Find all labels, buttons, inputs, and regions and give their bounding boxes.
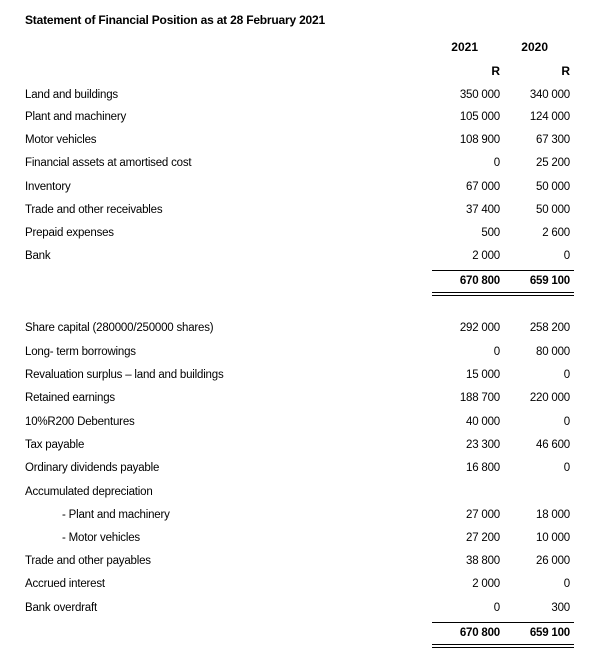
row-label: Share capital (280000/250000 shares) bbox=[25, 322, 214, 334]
eq-row-acc-dep-plant bbox=[0, 509, 606, 529]
row-label: Plant and machinery bbox=[25, 111, 127, 123]
value-2020: 340 000 bbox=[529, 89, 570, 101]
row-label: - Plant and machinery bbox=[62, 509, 170, 521]
value-2021: 16 800 bbox=[466, 462, 500, 474]
value-2020: 124 000 bbox=[529, 111, 570, 123]
row-label: Motor vehicles bbox=[25, 134, 97, 146]
value-2021: 2 000 bbox=[472, 250, 500, 262]
value-2020: 0 bbox=[563, 416, 570, 428]
value-2021: 37 400 bbox=[466, 204, 500, 216]
row-label: Accumulated depreciation bbox=[25, 486, 153, 498]
row-label: Land and buildings bbox=[25, 89, 118, 101]
eq-row-debentures bbox=[0, 416, 606, 436]
statement-title: Statement of Financial Position as at 28 February 2021 bbox=[25, 13, 325, 27]
value-2021: 0 bbox=[493, 346, 500, 358]
row-label: Inventory bbox=[25, 181, 71, 193]
total-double-rule bbox=[432, 647, 574, 648]
eq-row-revaluation-surplus bbox=[0, 369, 606, 389]
column-unit-2020: R bbox=[561, 64, 570, 78]
asset-row-bank bbox=[0, 250, 606, 270]
column-header-2021: 2021 bbox=[451, 40, 478, 54]
value-2020: 2 600 bbox=[542, 227, 570, 239]
total-2021: 670 800 bbox=[459, 275, 500, 287]
eq-row-bank-overdraft bbox=[0, 602, 606, 622]
eq-row-acc-dep-vehicles bbox=[0, 532, 606, 552]
asset-row-plant-machinery bbox=[0, 111, 606, 131]
value-2020: 18 000 bbox=[536, 509, 570, 521]
row-label: Long- term borrowings bbox=[25, 346, 136, 358]
value-2020: 0 bbox=[563, 462, 570, 474]
value-2021: 108 900 bbox=[459, 134, 500, 146]
value-2021: 292 000 bbox=[459, 322, 500, 334]
value-2021: 38 800 bbox=[466, 555, 500, 567]
value-2021: 350 000 bbox=[459, 89, 500, 101]
row-label: Financial assets at amortised cost bbox=[25, 157, 192, 169]
value-2021: 0 bbox=[493, 602, 500, 614]
row-label: Tax payable bbox=[25, 439, 85, 451]
total-2021: 670 800 bbox=[459, 627, 500, 639]
total-double-rule bbox=[432, 295, 574, 296]
row-label: Accrued interest bbox=[25, 578, 105, 590]
value-2021: 2 000 bbox=[472, 578, 500, 590]
row-label: Ordinary dividends payable bbox=[25, 462, 160, 474]
eq-row-trade-payables bbox=[0, 555, 606, 575]
value-2021: 188 700 bbox=[459, 392, 500, 404]
value-2021: 0 bbox=[493, 157, 500, 169]
row-label: Bank bbox=[25, 250, 51, 262]
value-2021: 15 000 bbox=[466, 369, 500, 381]
value-2020: 300 bbox=[551, 602, 570, 614]
value-2020: 0 bbox=[563, 578, 570, 590]
value-2020: 46 600 bbox=[536, 439, 570, 451]
value-2020: 220 000 bbox=[529, 392, 570, 404]
total-top-rule bbox=[432, 270, 574, 271]
value-2021: 40 000 bbox=[466, 416, 500, 428]
value-2020: 26 000 bbox=[536, 555, 570, 567]
value-2021: 500 bbox=[481, 227, 500, 239]
asset-row-financial-assets bbox=[0, 157, 606, 177]
column-header-2020: 2020 bbox=[521, 40, 548, 54]
value-2021: 67 000 bbox=[466, 181, 500, 193]
row-label: 10%R200 Debentures bbox=[25, 416, 135, 428]
row-label: Trade and other payables bbox=[25, 555, 151, 567]
value-2021: 105 000 bbox=[459, 111, 500, 123]
total-top-rule bbox=[432, 622, 574, 623]
eq-row-retained-earnings bbox=[0, 392, 606, 412]
row-label: Revaluation surplus – land and buildings bbox=[25, 369, 224, 381]
eq-row-accrued-interest bbox=[0, 578, 606, 598]
row-label: Retained earnings bbox=[25, 392, 115, 404]
eq-row-long-term-borrowings bbox=[0, 346, 606, 366]
value-2021: 23 300 bbox=[466, 439, 500, 451]
value-2020: 80 000 bbox=[536, 346, 570, 358]
row-label: - Motor vehicles bbox=[62, 532, 140, 544]
column-unit-2021: R bbox=[491, 64, 500, 78]
value-2020: 67 300 bbox=[536, 134, 570, 146]
value-2020: 10 000 bbox=[536, 532, 570, 544]
row-label: Bank overdraft bbox=[25, 602, 97, 614]
value-2020: 50 000 bbox=[536, 181, 570, 193]
asset-row-motor-vehicles bbox=[0, 134, 606, 154]
asset-row-inventory bbox=[0, 181, 606, 201]
value-2020: 258 200 bbox=[529, 322, 570, 334]
row-label: Prepaid expenses bbox=[25, 227, 114, 239]
value-2021: 27 000 bbox=[466, 509, 500, 521]
eq-row-accumulated-depreciation bbox=[0, 486, 606, 506]
value-2020: 50 000 bbox=[536, 204, 570, 216]
eq-row-share-capital bbox=[0, 322, 606, 342]
total-bottom-rule bbox=[432, 644, 574, 645]
row-label: Trade and other receivables bbox=[25, 204, 163, 216]
total-bottom-rule bbox=[432, 292, 574, 293]
value-2021: 27 200 bbox=[466, 532, 500, 544]
value-2020: 25 200 bbox=[536, 157, 570, 169]
asset-row-trade-receivables bbox=[0, 204, 606, 224]
total-2020: 659 100 bbox=[529, 627, 570, 639]
asset-row-land-buildings bbox=[0, 89, 606, 109]
value-2020: 0 bbox=[563, 369, 570, 381]
eq-row-tax-payable bbox=[0, 439, 606, 459]
value-2020: 0 bbox=[563, 250, 570, 262]
eq-row-dividends-payable bbox=[0, 462, 606, 482]
asset-row-prepaid-expenses bbox=[0, 227, 606, 247]
total-2020: 659 100 bbox=[529, 275, 570, 287]
